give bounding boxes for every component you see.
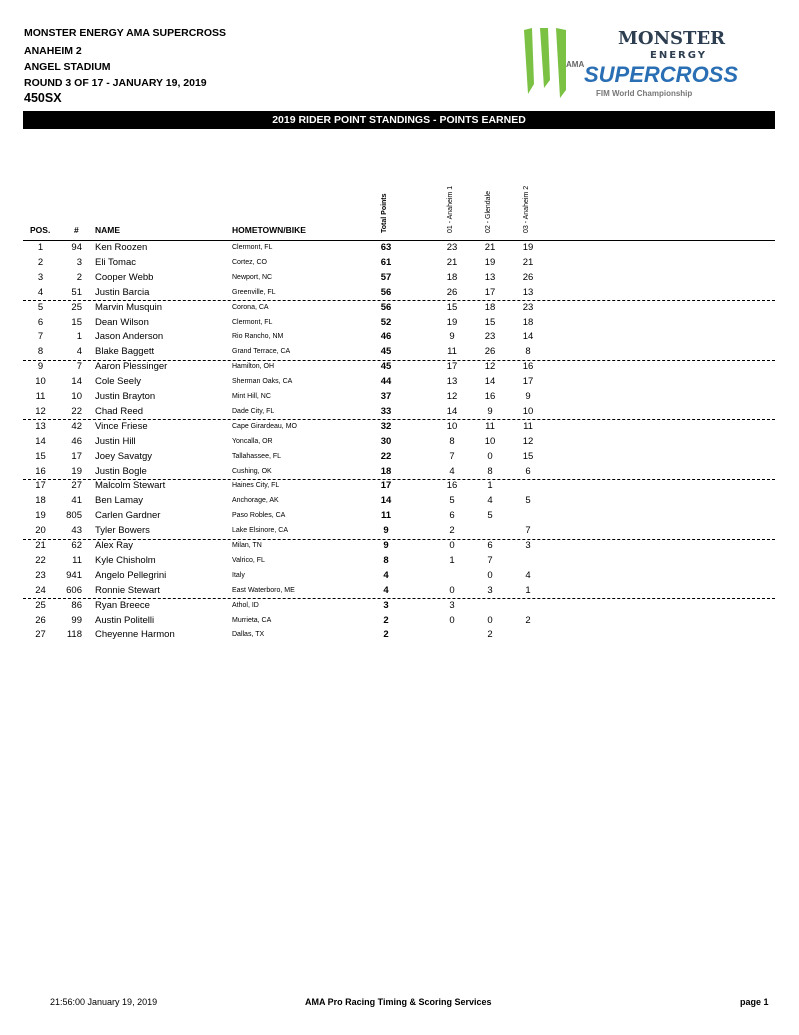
total-points-cell: 52 [380,316,392,328]
total-points-cell: 46 [380,331,392,343]
col-round-2: 02 - Glendale [485,190,492,233]
rider-number-cell: 1 [76,331,82,343]
total-points-cell: 45 [380,361,392,373]
table-row [0,360,799,375]
hometown-cell: Cortez, CO [232,258,268,266]
position-cell: 6 [37,316,44,328]
rider-name-cell: Jason Anderson [95,331,164,343]
round-2-points-cell: 17 [484,286,496,298]
round-1-points-cell: 0 [449,540,455,551]
table-row [0,465,799,480]
total-points-cell: 44 [380,376,392,388]
position-cell: 21 [35,540,46,551]
table-row [0,241,799,256]
hometown-cell: Dade City, FL [232,407,275,415]
rider-name-cell: Ben Lamay [95,495,144,507]
total-points-cell: 22 [380,450,392,462]
series-title: MONSTER ENERGY AMA SUPERCROSS [24,27,227,39]
hometown-cell: Newport, NC [232,273,273,281]
hometown-cell: Tallahassee, FL [232,452,282,460]
round-2-points-cell: 15 [484,316,496,328]
round-2-points-cell: 18 [484,301,496,313]
table-row [0,614,799,629]
round-1-points-cell: 23 [446,242,458,253]
position-cell: 11 [35,391,46,402]
total-points-cell: 9 [383,525,389,537]
hometown-cell: Cushing, OK [232,467,272,475]
hometown-cell: Anchorage, AK [232,497,279,505]
col-name: NAME [95,225,121,235]
rider-number-cell: 27 [71,480,82,492]
total-points-cell: 2 [383,614,389,626]
total-points-cell: 3 [383,599,389,611]
rider-name-cell: Ronnie Stewart [95,584,160,596]
rider-number-cell: 14 [71,376,82,388]
position-cell: 9 [37,361,44,373]
round-3-points-cell: 8 [525,346,531,358]
hometown-cell: Lake Elsinore, CA [232,527,289,535]
hometown-cell: Mint Hill, NC [232,393,271,400]
col-hometown: HOMETOWN/BIKE [232,225,306,235]
position-cell: 26 [35,614,46,626]
rider-name-cell: Dean Wilson [95,316,149,328]
position-cell: 13 [35,420,46,432]
round-3-points-cell: 6 [525,465,531,477]
rider-number-cell: 10 [71,391,82,402]
rider-number-cell: 99 [71,614,82,626]
class-label: 450SX [24,91,62,105]
rider-name-cell: Cole Seely [95,376,141,388]
rider-number-cell: 43 [71,525,82,537]
table-row [0,599,799,614]
hometown-cell: Athol, ID [232,601,259,609]
rider-name-cell: Aaron Plessinger [95,361,168,373]
total-points-cell: 45 [380,346,392,358]
round-3-points-cell: 26 [522,271,534,283]
position-cell: 2 [37,256,44,268]
rider-number-cell: 62 [71,540,82,551]
event-name: ANAHEIM 2 [24,45,82,57]
standings-banner: 2019 RIDER POINT STANDINGS - POINTS EARNED [23,111,775,129]
rider-name-cell: Ryan Breece [95,599,150,611]
round-1-points-cell: 16 [446,480,458,492]
rider-number-cell: 51 [71,286,82,298]
round-3-points-cell: 21 [522,256,534,268]
col-pos: POS. [30,225,51,235]
round-3-points-cell: 3 [525,540,531,551]
rider-name-cell: Justin Barcia [95,286,150,298]
position-cell: 23 [35,569,46,581]
rider-number-cell: 19 [71,465,82,477]
total-points-cell: 4 [383,569,389,581]
round-3-points-cell: 17 [522,376,534,388]
position-cell: 8 [37,346,44,358]
total-points-cell: 33 [380,405,392,417]
round-1-points-cell: 11 [447,346,457,358]
round-1-points-cell: 19 [446,316,458,328]
hometown-cell: Hamilton, OH [232,363,275,371]
round-1-points-cell: 1 [449,554,455,566]
total-points-cell: 14 [380,495,392,507]
round-1-points-cell: 4 [449,465,455,477]
round-1-points-cell: 14 [446,405,458,417]
round-2-points-cell: 12 [484,361,496,373]
position-cell: 27 [35,629,46,641]
total-points-cell: 61 [380,256,392,268]
rider-name-cell: Justin Hill [95,435,136,447]
table-row [0,435,799,450]
table-row [0,286,799,301]
rider-name-cell: Tyler Bowers [95,525,150,537]
position-cell: 17 [35,480,46,492]
position-cell: 7 [37,331,44,343]
round-1-points-cell: 10 [446,420,458,432]
position-cell: 24 [35,584,46,596]
round-2-points-cell: 14 [484,376,496,388]
total-points-cell: 17 [380,480,392,492]
round-2-points-cell: 26 [484,346,496,358]
hometown-cell: Corona, CA [232,303,269,311]
rider-number-cell: 2 [76,271,82,283]
round-2-points-cell: 2 [487,629,493,641]
rider-number-cell: 11 [72,554,82,566]
table-row [0,271,799,286]
position-cell: 20 [35,525,46,537]
hometown-cell: East Waterboro, ME [232,586,295,594]
logo-ama: AMA [566,60,585,69]
rider-name-cell: Austin Politelli [95,614,155,626]
total-points-cell: 37 [380,391,392,402]
rider-number-cell: 118 [66,629,82,641]
round-3-points-cell: 23 [522,301,534,313]
table-row [0,375,799,390]
rider-name-cell: Ken Roozen [95,242,148,253]
rider-name-cell: Vince Friese [95,420,148,432]
total-points-cell: 32 [380,420,392,432]
position-cell: 1 [37,242,44,253]
hometown-cell: Greenville, FL [232,288,276,296]
position-cell: 14 [35,435,46,447]
round-2-points-cell: 8 [487,465,493,477]
round-2-points-cell: 21 [484,242,496,253]
hometown-cell: Italy [232,571,245,579]
rider-number-cell: 42 [71,420,82,432]
footer-service: AMA Pro Racing Timing & Scoring Services [305,997,492,1007]
round-2-points-cell: 0 [487,450,493,462]
hometown-cell: Valrico, FL [232,556,265,564]
round-2-points-cell: 1 [487,480,493,492]
round-1-points-cell: 26 [446,286,458,298]
venue-name: ANGEL STADIUM [24,61,111,73]
round-2-points-cell: 7 [487,554,493,566]
table-row [0,301,799,316]
rider-name-cell: Blake Baggett [95,346,155,358]
total-points-cell: 4 [383,584,389,596]
total-points-cell: 57 [380,271,392,283]
table-row [0,330,799,345]
table-row [0,494,799,509]
round-1-points-cell: 2 [449,525,455,537]
rider-name-cell: Justin Brayton [95,391,156,402]
round-1-points-cell: 0 [449,614,455,626]
round-3-points-cell: 15 [522,450,534,462]
rider-number-cell: 606 [66,584,82,596]
rider-number-cell: 805 [66,510,82,522]
round-2-points-cell: 9 [487,405,493,417]
total-points-cell: 8 [383,554,389,566]
position-cell: 25 [35,599,46,611]
table-row [0,569,799,584]
round-2-points-cell: 4 [487,495,493,507]
rider-number-cell: 46 [71,435,82,447]
round-1-points-cell: 17 [446,361,458,373]
hometown-cell: Clermont, FL [232,318,273,326]
table-row [0,554,799,569]
round-1-points-cell: 18 [446,271,458,283]
col-round-1: 01 - Anaheim 1 [447,185,454,233]
position-cell: 16 [35,465,46,477]
table-row [0,420,799,435]
total-points-cell: 9 [383,540,389,551]
table-row [0,390,799,405]
monster-supercross-logo [516,22,778,102]
round-3-points-cell: 9 [525,391,531,402]
table-row [0,584,799,599]
round-1-points-cell: 21 [446,256,458,268]
rider-number-cell: 941 [66,569,82,581]
hometown-cell: Milan, TN [232,542,262,549]
total-points-cell: 30 [380,435,392,447]
rider-name-cell: Eli Tomac [95,256,137,268]
round-1-points-cell: 13 [446,376,458,388]
footer-timestamp: 21:56:00 January 19, 2019 [50,997,158,1007]
round-1-points-cell: 0 [449,584,455,596]
round-2-points-cell: 0 [487,569,493,581]
rider-number-cell: 86 [71,599,82,611]
round-3-points-cell: 12 [522,435,534,447]
table-row [0,256,799,271]
rider-name-cell: Kyle Chisholm [95,554,156,566]
hometown-cell: Dallas, TX [232,631,265,639]
hometown-cell: Sherman Oaks, CA [232,378,293,386]
rider-number-cell: 3 [76,256,82,268]
round-info: ROUND 3 OF 17 - JANUARY 19, 2019 [24,77,207,89]
position-cell: 18 [35,495,46,507]
round-3-points-cell: 5 [525,495,531,507]
round-1-points-cell: 6 [449,510,455,522]
round-3-points-cell: 13 [522,286,534,298]
hometown-cell: Murrieta, CA [232,616,272,624]
round-3-points-cell: 14 [522,331,534,343]
rider-number-cell: 25 [71,301,82,313]
table-row [0,539,799,554]
round-3-points-cell: 7 [525,525,531,537]
round-2-points-cell: 13 [484,271,496,283]
hometown-cell: Clermont, FL [232,244,273,251]
rider-number-cell: 17 [71,450,82,462]
round-2-points-cell: 10 [484,435,496,447]
rider-name-cell: Marvin Musquin [95,301,163,313]
round-3-points-cell: 11 [523,420,533,432]
round-2-points-cell: 16 [484,391,496,402]
col-total-points: Total Points [381,193,388,233]
round-3-points-cell: 10 [522,405,534,417]
round-2-points-cell: 23 [484,331,496,343]
round-2-points-cell: 0 [487,614,493,626]
rider-name-cell: Cooper Webb [95,271,154,283]
table-row [0,316,799,331]
round-2-points-cell: 3 [487,584,493,596]
round-1-points-cell: 7 [449,450,455,462]
round-1-points-cell: 5 [449,495,455,507]
hometown-cell: Rio Rancho, NM [232,333,284,341]
rider-name-cell: Joey Savatgy [95,450,153,462]
total-points-cell: 11 [380,510,392,522]
table-row [0,509,799,524]
position-cell: 3 [37,271,44,283]
position-cell: 19 [35,510,46,522]
round-2-points-cell: 19 [484,256,496,268]
rider-number-cell: 94 [71,242,82,253]
logo-supercross-word: SUPERCROSS [584,62,739,87]
position-cell: 5 [37,301,44,313]
hometown-cell: Haines City, FL [232,482,280,490]
logo-energy-word: ENERGY [650,50,707,61]
rider-number-cell: 4 [76,346,82,358]
logo-monster-word: MONSTER [618,28,726,49]
round-3-points-cell: 1 [525,584,531,596]
position-cell: 10 [35,376,46,388]
rider-name-cell: Justin Bogle [95,465,147,477]
round-3-points-cell: 4 [525,569,531,581]
round-1-points-cell: 9 [449,331,455,343]
table-row [0,345,799,360]
col-number: # [74,225,79,235]
round-1-points-cell: 8 [449,435,455,447]
round-1-points-cell: 3 [449,599,455,611]
round-2-points-cell: 11 [485,420,495,432]
total-points-cell: 63 [380,242,392,253]
hometown-cell: Grand Terrace, CA [232,348,291,356]
table-row [0,450,799,465]
rider-name-cell: Angelo Pellegrini [95,569,167,581]
logo-tagline: FIM World Championship [596,89,693,98]
total-points-cell: 2 [383,629,389,641]
rider-name-cell: Alex Ray [95,540,134,551]
position-cell: 15 [35,450,46,462]
round-3-points-cell: 16 [522,361,534,373]
table-row [0,524,799,539]
rider-number-cell: 22 [71,405,82,417]
round-3-points-cell: 18 [522,316,534,328]
total-points-cell: 56 [380,286,392,298]
round-1-points-cell: 12 [446,391,458,402]
total-points-cell: 18 [380,465,392,477]
position-cell: 4 [37,286,44,298]
round-1-points-cell: 15 [446,301,458,313]
monster-claw-icon [524,28,566,98]
rider-name-cell: Cheyenne Harmon [95,629,175,641]
total-points-cell: 56 [380,301,392,313]
round-2-points-cell: 5 [487,510,493,522]
hometown-cell: Cape Girardeau, MO [232,422,297,430]
hometown-cell: Yoncalla, OR [232,437,273,445]
rider-name-cell: Malcolm Stewart [95,480,166,492]
round-2-points-cell: 6 [487,540,493,551]
rider-number-cell: 7 [76,361,82,373]
col-round-3: 03 - Anaheim 2 [523,185,530,233]
rider-number-cell: 15 [71,316,82,328]
table-row [0,405,799,420]
rider-name-cell: Chad Reed [95,405,144,417]
table-row [0,479,799,494]
table-row [0,628,799,643]
position-cell: 12 [35,405,46,417]
hometown-cell: Paso Robles, CA [232,512,286,520]
rider-name-cell: Carlen Gardner [95,510,161,522]
footer-page: page 1 [740,997,769,1007]
round-3-points-cell: 2 [525,614,531,626]
rider-number-cell: 41 [71,495,82,507]
round-3-points-cell: 19 [522,242,534,253]
position-cell: 22 [35,554,46,566]
